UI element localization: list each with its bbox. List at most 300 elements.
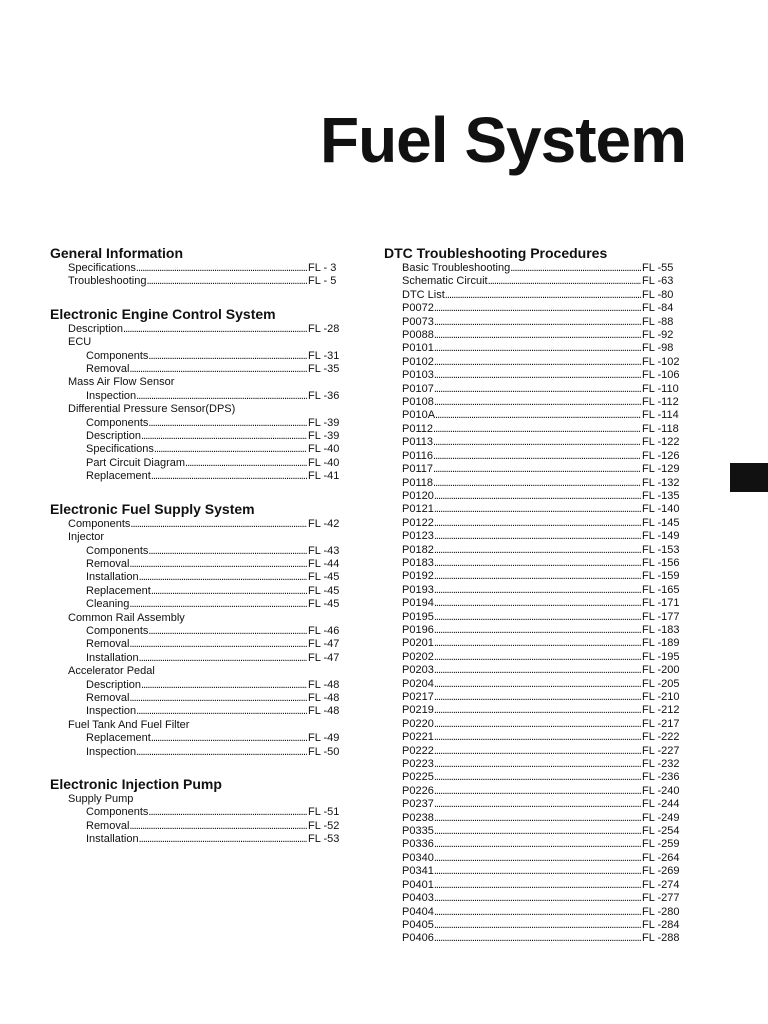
toc-entry[interactable] (50, 820, 344, 833)
toc-entry-label: P0112 (402, 422, 433, 435)
toc-entry-label: Installation (86, 833, 139, 846)
toc-entry-label: Inspection (86, 389, 137, 402)
toc-entry[interactable] (384, 932, 686, 945)
toc-entry-page: FL -135 (642, 489, 680, 502)
toc-entry-label: P0204 (402, 677, 434, 690)
toc-entry-label: P0196 (402, 623, 434, 636)
toc-entry-page: FL -145 (642, 516, 680, 529)
toc-entry-label: Replacement (86, 470, 151, 483)
toc-entry[interactable] (384, 664, 686, 677)
toc-entry-label: Installation (86, 651, 139, 664)
toc-entry-page: FL -41 (308, 470, 340, 483)
dot-leader (136, 705, 307, 718)
toc-entry[interactable] (384, 262, 686, 275)
toc-entry-page: FL -45 (308, 584, 340, 597)
toc-entry-label: P0101 (402, 342, 434, 355)
toc-entry[interactable] (384, 544, 686, 557)
dot-leader (129, 820, 307, 833)
toc-entry-page: FL -227 (642, 744, 680, 757)
toc-entry-label: Components (86, 349, 149, 362)
toc-entry-page: FL -159 (642, 570, 680, 583)
section-tab-marker (730, 463, 768, 492)
dot-leader (488, 275, 641, 288)
toc-right-column (384, 244, 686, 962)
dot-leader (151, 732, 307, 745)
toc-entry-page: FL -284 (642, 918, 680, 931)
dot-leader (154, 443, 307, 456)
section-heading-general-information: General Information (50, 245, 184, 261)
toc-entry[interactable] (384, 289, 686, 302)
toc-entry[interactable] (50, 558, 344, 571)
toc-entry-label: P0108 (402, 396, 434, 409)
toc-entry[interactable] (50, 350, 344, 363)
dot-leader (434, 678, 641, 691)
toc-entry[interactable] (384, 450, 686, 463)
dot-leader (151, 470, 307, 483)
dot-leader (129, 363, 307, 376)
toc-entry[interactable] (384, 879, 686, 892)
dot-leader (433, 450, 641, 463)
dot-leader (434, 838, 641, 851)
toc-entry-page: FL -36 (308, 389, 340, 402)
dot-leader (434, 825, 641, 838)
dot-leader (434, 691, 641, 704)
toc-entry-page: FL -40 (308, 443, 340, 456)
toc-entry-label: Replacement (86, 732, 151, 745)
dot-leader (434, 342, 641, 355)
toc-entry[interactable] (50, 679, 344, 692)
toc-entry-page: FL -102 (642, 355, 680, 368)
toc-entry-page: FL - 3 (308, 262, 337, 274)
dot-leader (434, 879, 641, 892)
toc-entry[interactable] (384, 275, 686, 288)
toc-entry-page: FL -153 (642, 543, 680, 556)
toc-entry[interactable] (50, 571, 344, 584)
toc-entry-page: FL -129 (642, 463, 680, 476)
toc-entry[interactable] (384, 342, 686, 355)
toc-entry[interactable] (50, 323, 344, 336)
dot-leader (434, 624, 641, 637)
toc-entry[interactable] (384, 637, 686, 650)
toc-entry-label: Removal (86, 557, 130, 570)
toc-entry-label: P0238 (402, 811, 434, 824)
toc-entry-page: FL -171 (642, 597, 680, 610)
dot-leader (434, 544, 641, 557)
toc-entry-label: P0116 (402, 449, 433, 462)
toc-entry[interactable] (50, 732, 344, 745)
section-heading-electronic-engine-control-system: Electronic Engine Control System (50, 305, 276, 322)
toc-entry-label: P0193 (402, 583, 434, 596)
toc-entry-label: P0217 (402, 691, 434, 703)
dot-leader (434, 771, 641, 784)
toc-entry-page: FL -98 (642, 342, 674, 355)
toc-entry-label: P0192 (402, 570, 434, 583)
dot-leader (434, 812, 641, 825)
dot-leader (146, 275, 307, 288)
toc-entry-page: FL -240 (642, 784, 680, 797)
toc-entry-page: FL -39 (308, 430, 340, 443)
toc-entry[interactable] (384, 302, 686, 315)
toc-entry[interactable] (50, 275, 344, 288)
dot-leader (434, 758, 641, 771)
toc-entry[interactable] (50, 638, 344, 651)
toc-entry[interactable] (50, 417, 344, 430)
toc-entry-label: P0341 (402, 865, 434, 878)
toc-entry-page: FL -183 (642, 623, 680, 636)
toc-entry-label: P0219 (402, 704, 434, 717)
toc-entry-page: FL -55 (642, 262, 674, 274)
toc-entry[interactable] (384, 597, 686, 610)
toc-entry-label: P0194 (402, 597, 434, 610)
toc-entry-page: FL -288 (642, 932, 680, 945)
toc-entry[interactable] (384, 369, 686, 382)
toc-entry-page: FL -43 (308, 544, 340, 557)
dot-leader (435, 409, 641, 422)
toc-entry-label: P0102 (402, 355, 434, 368)
toc-entry-page: FL -118 (642, 422, 679, 435)
toc-entry-label: Components (86, 806, 149, 819)
dot-leader (148, 417, 307, 430)
toc-entry-label: Components (68, 517, 131, 530)
toc-entry[interactable] (384, 865, 686, 878)
toc-entry-label: P0103 (402, 369, 434, 382)
toc-entry[interactable] (50, 806, 344, 819)
toc-entry-page: FL -47 (308, 651, 340, 664)
toc-entry-page: FL -126 (642, 449, 680, 462)
dot-leader (434, 611, 641, 624)
toc-entry-page: FL -244 (642, 798, 680, 811)
toc-entry-page: FL -88 (642, 315, 674, 328)
dot-leader (434, 651, 641, 664)
toc-entry[interactable] (50, 833, 344, 846)
toc-entry-page: FL -92 (642, 329, 674, 342)
toc-entry[interactable] (50, 585, 344, 598)
toc-entry-page: FL -277 (642, 892, 680, 905)
toc-entry[interactable] (384, 718, 686, 731)
toc-entry[interactable] (384, 771, 686, 784)
toc-entry-label: P0406 (402, 932, 434, 945)
toc-entry[interactable] (50, 692, 344, 705)
toc-entry-label: P0113 (402, 436, 433, 449)
toc-subheading: Mass Air Flow Sensor (68, 376, 175, 389)
toc-entry-page: FL -177 (642, 610, 680, 623)
toc-entry-page: FL -51 (308, 806, 340, 819)
section-heading-electronic-injection-pump: Electronic Injection Pump (50, 776, 222, 792)
toc-entry-label: P0226 (402, 784, 434, 797)
dot-leader (433, 423, 641, 436)
toc-subheading: Accelerator Pedal (68, 665, 155, 678)
toc-entry-label: Replacement (86, 584, 151, 597)
toc-entry[interactable] (384, 503, 686, 516)
toc-entry-page: FL -212 (642, 704, 680, 717)
dot-leader (445, 289, 641, 302)
section-entries (50, 518, 344, 759)
toc-entry[interactable] (384, 758, 686, 771)
toc-entry-page: FL -45 (308, 598, 340, 611)
toc-entry-label: DTC List (402, 288, 445, 301)
dot-leader (136, 262, 307, 275)
dot-leader (434, 517, 641, 530)
toc-entry-page: FL -28 (308, 322, 340, 335)
dot-leader (434, 383, 641, 396)
toc-entry-page: FL -48 (308, 705, 340, 718)
toc-entry-label: P0201 (402, 637, 434, 650)
toc-entry-label: Removal (86, 363, 130, 376)
toc-entry[interactable] (50, 705, 344, 718)
toc-entry[interactable] (50, 430, 344, 443)
toc-entry-label: P0121 (402, 503, 434, 516)
toc-entry-label: P0120 (402, 489, 434, 502)
dot-leader (434, 704, 641, 717)
dot-leader (434, 490, 641, 503)
toc-entry[interactable] (50, 470, 344, 483)
toc-entry-label: Specifications (86, 443, 154, 456)
toc-entry-page: FL -63 (642, 275, 674, 288)
toc-entry-label: P0237 (402, 798, 434, 811)
dot-leader (434, 932, 641, 945)
toc-entry[interactable] (384, 477, 686, 490)
dot-leader (148, 545, 307, 558)
dot-leader (185, 457, 307, 470)
toc-entry-label: P0222 (402, 744, 434, 757)
toc-entry[interactable] (384, 731, 686, 744)
toc-entry-label: P0404 (402, 905, 434, 918)
toc-entry[interactable] (384, 651, 686, 664)
toc-entry-label: Components (86, 416, 149, 429)
dot-leader (141, 430, 307, 443)
toc-entry-label: P0088 (402, 329, 434, 342)
toc-entry[interactable] (384, 329, 686, 342)
toc-entry-page: FL -122 (642, 436, 680, 449)
toc-entry-page: FL -156 (642, 556, 680, 569)
toc-entry-page: FL -106 (642, 369, 680, 382)
dot-leader (130, 518, 307, 531)
dot-leader (434, 503, 641, 516)
toc-entry-label: Troubleshooting (68, 275, 147, 288)
dot-leader (148, 625, 307, 638)
toc-entry[interactable] (384, 678, 686, 691)
toc-entry-page: FL -189 (642, 637, 680, 650)
dot-leader (433, 477, 641, 490)
dot-leader (510, 262, 641, 275)
dot-leader (434, 785, 641, 798)
toc-subheading: Differential Pressure Sensor(DPS) (68, 403, 236, 416)
toc-entry-label: Basic Troubleshooting (402, 262, 511, 274)
toc-entry-page: FL -264 (642, 851, 680, 864)
toc-entry-label: P0405 (402, 918, 434, 931)
toc-entry-label: Description (86, 678, 142, 691)
toc-entry-label: Part Circuit Diagram (86, 456, 186, 469)
toc-entry-page: FL -232 (642, 758, 680, 771)
dot-leader (434, 597, 641, 610)
toc-entry[interactable] (384, 704, 686, 717)
toc-subheading: Common Rail Assembly (68, 611, 185, 624)
toc-entry[interactable] (384, 825, 686, 838)
toc-entry[interactable] (384, 356, 686, 369)
toc-entry-page: FL - 5 (308, 275, 337, 288)
toc-entry[interactable] (50, 746, 344, 759)
toc-entry[interactable] (384, 852, 686, 865)
toc-entry-page: FL -249 (642, 811, 680, 824)
dot-leader (434, 557, 641, 570)
page-title: Fuel System (319, 104, 686, 176)
toc-entry[interactable] (384, 383, 686, 396)
toc-entry[interactable] (50, 598, 344, 611)
toc-subheading: Supply Pump (68, 793, 134, 805)
toc-entry-label: P0195 (402, 610, 434, 623)
toc-subheading: Injector (68, 531, 105, 544)
toc-entry[interactable] (384, 745, 686, 758)
toc-entry-page: FL -44 (308, 557, 340, 570)
toc-subheading: Fuel Tank And Fuel Filter (68, 718, 190, 731)
toc-entry-page: FL -84 (642, 302, 674, 315)
toc-entry-label: P0221 (402, 731, 434, 744)
toc-entry[interactable] (384, 919, 686, 932)
toc-entry[interactable] (384, 785, 686, 798)
toc-entry-page: FL -46 (308, 624, 340, 637)
dot-leader (129, 692, 307, 705)
toc-entry-page: FL -48 (308, 678, 340, 691)
dot-leader (434, 369, 641, 382)
dot-leader (434, 745, 641, 758)
section-entries (50, 793, 344, 847)
toc-entry-page: FL -236 (642, 771, 680, 784)
toc-entry[interactable] (50, 652, 344, 665)
toc-entry-label: P0123 (402, 530, 434, 543)
dot-leader (434, 356, 641, 369)
toc-entry-page: FL -53 (308, 833, 340, 846)
dot-leader (434, 664, 641, 677)
toc-entry-label: Components (86, 624, 149, 637)
toc-entry-label: Cleaning (86, 598, 130, 611)
toc-entry[interactable] (384, 691, 686, 704)
dot-leader (139, 571, 307, 584)
toc-entry-label: P0340 (402, 851, 434, 864)
toc-entry-label: P010A (402, 409, 436, 422)
toc-entry-label: P0073 (402, 315, 434, 328)
toc-entry[interactable] (384, 517, 686, 530)
toc-entry-page: FL -112 (642, 396, 679, 409)
toc-entry-page: FL -47 (308, 638, 340, 651)
toc-entry-page: FL -39 (308, 416, 340, 429)
toc-entry-page: FL -31 (308, 349, 340, 362)
dot-leader (434, 530, 641, 543)
toc-entry[interactable] (50, 625, 344, 638)
dot-leader (151, 585, 307, 598)
toc-entry-label: P0107 (402, 382, 434, 395)
toc-entry[interactable] (384, 624, 686, 637)
section-entries (384, 262, 686, 946)
dot-leader (434, 731, 641, 744)
dot-leader (433, 436, 641, 449)
dot-leader (141, 679, 307, 692)
toc-entry[interactable] (50, 545, 344, 558)
toc-entry-page: FL -280 (642, 905, 680, 918)
toc-entry[interactable] (384, 490, 686, 503)
toc-entry-page: FL -48 (308, 691, 340, 704)
toc-entry[interactable] (50, 518, 344, 531)
toc-entry-page: FL -45 (308, 571, 340, 584)
toc-entry[interactable] (384, 409, 686, 422)
toc-entry-label: P0072 (402, 302, 434, 315)
toc-entry-page: FL -254 (642, 825, 680, 838)
toc-entry-page: FL -42 (308, 517, 340, 530)
dot-leader (434, 302, 641, 315)
toc-entry-label: P0182 (402, 543, 434, 556)
toc-entry[interactable] (384, 838, 686, 851)
toc-entry-label: P0118 (402, 476, 433, 489)
toc-entry[interactable] (384, 396, 686, 409)
dot-leader (434, 570, 641, 583)
dot-leader (434, 919, 641, 932)
toc-entry[interactable] (50, 443, 344, 456)
toc-entry-label: Removal (86, 819, 130, 832)
toc-entry[interactable] (384, 423, 686, 436)
dot-leader (434, 584, 641, 597)
dot-leader (139, 833, 307, 846)
toc-entry[interactable] (50, 457, 344, 470)
toc-entry[interactable] (50, 363, 344, 376)
toc-entry-label: Specifications (68, 262, 136, 274)
toc-entry-page: FL -205 (642, 677, 680, 690)
section-entries (50, 262, 344, 289)
dot-leader (434, 798, 641, 811)
dot-leader (434, 892, 641, 905)
toc-entry-label: P0183 (402, 556, 434, 569)
toc-entry-label: Removal (86, 691, 130, 704)
section-heading-dtc-troubleshooting-procedures: DTC Troubleshooting Procedures (384, 245, 608, 261)
toc-entry-page: FL -195 (642, 650, 680, 663)
toc-entry-page: FL -274 (642, 878, 680, 891)
dot-leader (129, 638, 307, 651)
toc-entry[interactable] (384, 812, 686, 825)
dot-leader (434, 718, 641, 731)
toc-entry[interactable] (384, 584, 686, 597)
toc-entry[interactable] (384, 570, 686, 583)
toc-entry-label: Removal (86, 638, 130, 651)
toc-entry[interactable] (384, 611, 686, 624)
toc-entry[interactable] (384, 316, 686, 329)
toc-entry[interactable] (384, 906, 686, 919)
toc-subheading: ECU (68, 336, 92, 349)
toc-entry[interactable] (384, 463, 686, 476)
toc-entry-label: P0223 (402, 758, 434, 771)
toc-entry[interactable] (50, 390, 344, 403)
toc-entry-page: FL -200 (642, 664, 680, 677)
dot-leader (434, 865, 641, 878)
toc-entry-page: FL -132 (642, 476, 680, 489)
toc-entry[interactable] (384, 557, 686, 570)
toc-left-column (50, 244, 344, 863)
toc-entry-label: Description (68, 322, 124, 335)
dot-leader (136, 746, 307, 759)
toc-entry-label: P0220 (402, 717, 434, 730)
toc-entry[interactable] (384, 530, 686, 543)
toc-entry[interactable] (384, 436, 686, 449)
toc-entry-page: FL -40 (308, 456, 340, 469)
dot-leader (434, 637, 641, 650)
toc-entry-page: FL -222 (642, 731, 680, 744)
toc-entry[interactable] (384, 798, 686, 811)
dot-leader (139, 652, 307, 665)
toc-entry-label: P0403 (402, 892, 434, 905)
toc-entry-page: FL -210 (642, 691, 680, 703)
section-heading-electronic-fuel-supply-system: Electronic Fuel Supply System (50, 500, 255, 517)
toc-entry[interactable] (384, 892, 686, 905)
toc-entry-label: P0225 (402, 771, 434, 784)
toc-entry[interactable] (50, 262, 344, 275)
toc-entry-label: P0202 (402, 650, 434, 663)
